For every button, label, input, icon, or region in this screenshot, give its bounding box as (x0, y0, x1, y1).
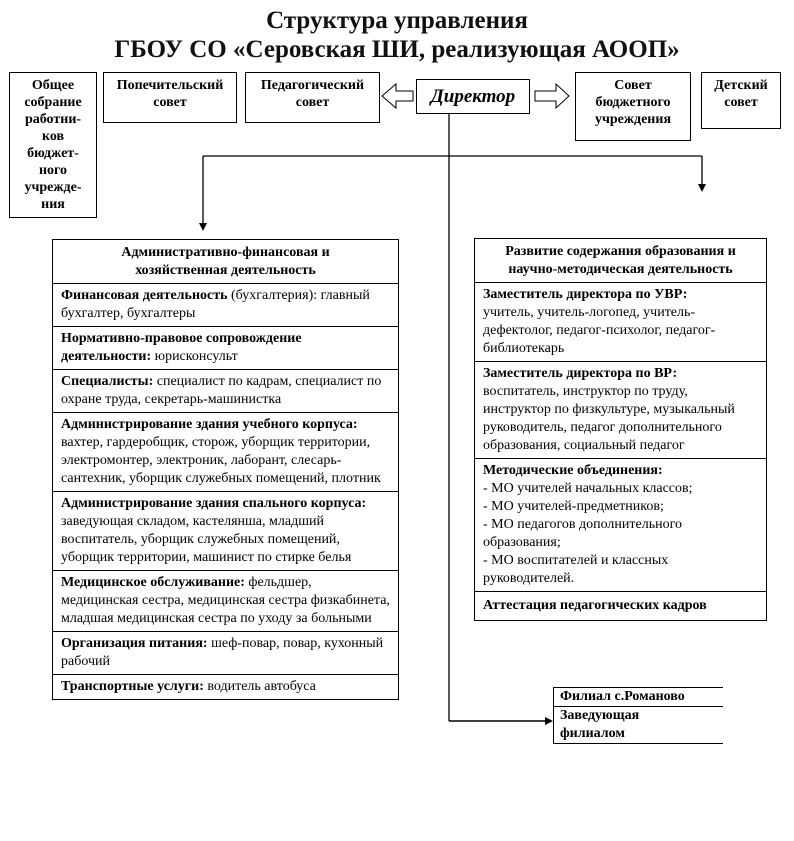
section-text: шеф-повар, повар, кухонный рабочий (61, 636, 384, 669)
general-meeting-box (9, 72, 97, 218)
section-title: Медицинское обслуживание: (61, 575, 245, 590)
arrow-to-budget-council (535, 84, 569, 108)
section-text: (бухгалтерия): главный бухгалтер, бухгалтеры (61, 288, 370, 321)
list-item: - МО учителей начальных классов; (483, 481, 693, 496)
section-title: Специалисты: (61, 374, 154, 389)
director-label: Директор (430, 86, 516, 107)
section-financial (53, 284, 398, 327)
section-title: Аттестация педагогических кадров (483, 598, 707, 613)
general-meeting-line: собрание (24, 95, 82, 110)
header-line: Развитие содержания образования и (505, 244, 736, 259)
section-text: водитель автобуса (203, 679, 316, 694)
section-text: специалист по кадрам, специалист по охране труда, секретарь-машинистка (61, 374, 382, 407)
trustee-council-line: Попечительский (116, 78, 224, 93)
section-text: заведующая складом, кастелянша, младший воспитатель, уборщик служебных помещений, уборщик территории, машинист по стирке белья (61, 514, 352, 565)
pedagogical-council-line: совет (295, 95, 330, 110)
general-meeting-line: ного (38, 163, 68, 178)
arrow-to-pedagogical-council (382, 84, 413, 108)
section-dormitory-building (53, 492, 398, 571)
title-line-1: Структура управления (266, 7, 528, 34)
section-text: юрисконсульт (151, 349, 238, 364)
section-text: учитель, учитель-логопед, учитель-дефектолог, педагог-психолог, педагог-библиотекарь (483, 305, 716, 356)
branch-head-line: филиалом (560, 726, 625, 741)
section-title: Заместитель директора по ВР: (483, 366, 678, 381)
branch-head-line: Заведующая (560, 708, 640, 723)
admin-financial-panel (52, 239, 399, 700)
section-text: воспитатель, инструктор по труду, инструктор по физкультуре, музыкальный руководитель, педагог дополнительного образования, социальный педагог (483, 384, 735, 453)
section-attestation (475, 592, 766, 620)
general-meeting-line: бюджет- (27, 146, 79, 161)
list-item: - МО воспитателей и классных руководителей. (483, 553, 669, 586)
section-specialists (53, 370, 398, 413)
general-meeting-line: учрежде- (24, 180, 82, 195)
section-text: вахтер, гардеробщик, сторож, уборщик территории, электромонтер, электроник, лаборант, слесарь-сантехник, уборщик служебных помещений, плотник (61, 435, 381, 486)
section-title: Транспортные услуги: (61, 679, 204, 694)
education-development-header (475, 239, 766, 283)
section-catering (53, 632, 398, 675)
education-development-panel (474, 238, 767, 621)
general-meeting-line: работни- (24, 112, 82, 127)
header-line: научно-методическая деятельность (508, 262, 733, 277)
trustee-council-line: совет (153, 95, 187, 110)
section-title: Администрирование здания учебного корпуса: (61, 417, 358, 432)
budget-council-line: бюджетного (595, 95, 671, 110)
general-meeting-line: ния (41, 197, 65, 212)
section-legal (53, 327, 398, 370)
section-title: Финансовая деятельность (61, 288, 228, 303)
list-item: - МО учителей-предметников; (483, 499, 664, 514)
section-title: Методические объединения: (483, 463, 663, 478)
director-box (416, 79, 530, 114)
section-deputy-vr (475, 362, 766, 459)
section-title: Заместитель директора по УВР: (483, 287, 688, 302)
left-branch-arrowhead (199, 223, 207, 231)
section-academic-building (53, 413, 398, 492)
pedagogical-council-line: Педагогический (260, 78, 365, 93)
section-title: Нормативно-правовое сопровождение деятельности: (61, 331, 302, 364)
list-item: - МО педагогов дополнительного образования; (483, 517, 682, 550)
children-council-line: совет (724, 95, 758, 110)
budget-council-line: Совет (614, 78, 652, 93)
trustee-council-box (103, 72, 237, 123)
section-deputy-uvr (475, 283, 766, 362)
section-transport (53, 675, 398, 699)
budget-council-box (575, 72, 691, 141)
children-council-line: Детский (714, 78, 768, 93)
header-line: хозяйственная деятельность (135, 263, 316, 278)
general-meeting-line: ков (41, 129, 65, 144)
children-council-box (701, 72, 781, 129)
section-title: Организация питания: (61, 636, 208, 651)
filial-arrowhead (545, 717, 553, 725)
right-branch-arrowhead (698, 184, 706, 192)
pedagogical-council-box (245, 72, 380, 123)
branch-head (554, 707, 723, 743)
section-text: фельдшер, медицинская сестра, медицинская сестра физкабинета, младшая медицинская сестра по уходу за больными (61, 575, 390, 626)
section-methodical-associations (475, 459, 766, 592)
section-title: Администрирование здания спального корпуса: (61, 496, 367, 511)
section-medical (53, 571, 398, 632)
branch-box (553, 687, 723, 744)
budget-council-line: учреждения (594, 112, 672, 127)
header-line: Административно-финансовая и (121, 245, 330, 260)
general-meeting-line: Общее (31, 78, 75, 93)
admin-financial-header (53, 240, 398, 284)
title-line-2: ГБОУ СО «Серовская ШИ, реализующая АООП» (114, 36, 680, 63)
branch-name: Филиал с.Романово (554, 688, 723, 707)
